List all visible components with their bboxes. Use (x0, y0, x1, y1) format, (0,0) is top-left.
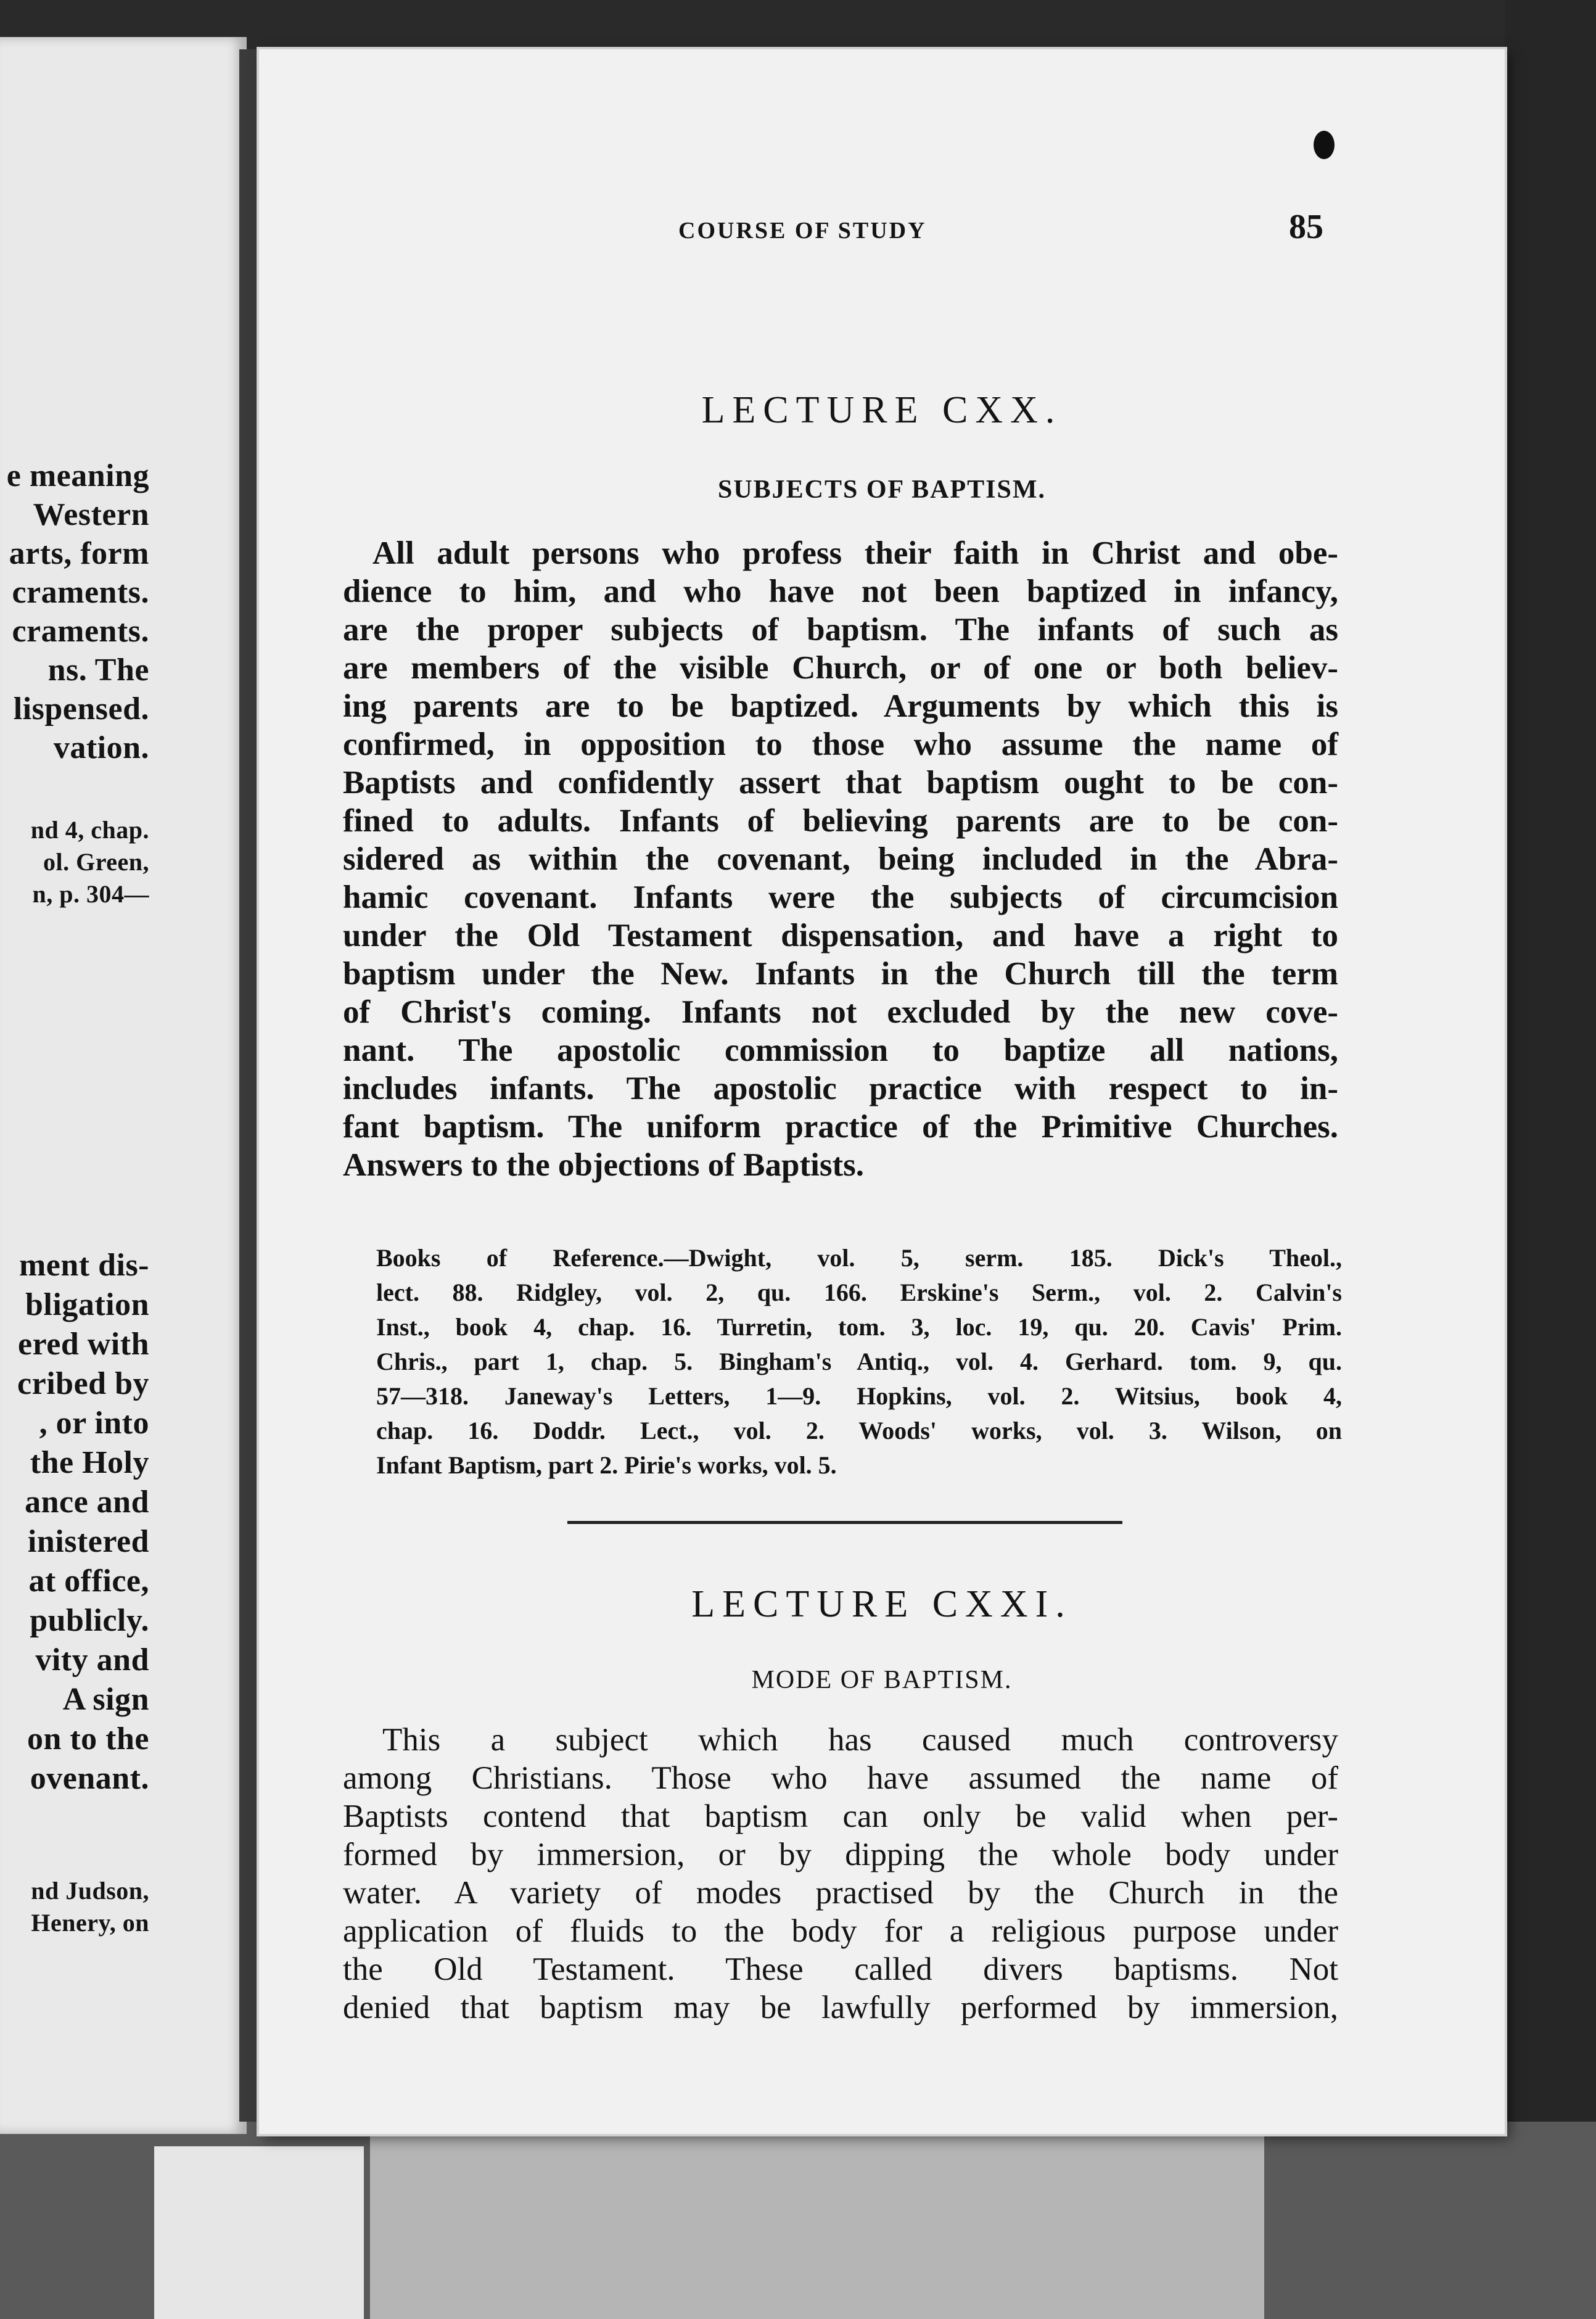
reference-line: Books of Reference.—Dwight, vol. 5, serm. 185. Dick's Theol., (376, 1244, 1342, 1272)
body-line: of Christ's coming. Infants not excluded by the new cove- (343, 994, 1338, 1030)
body-line: water. A variety of modes practised by the Church in the (343, 1875, 1338, 1911)
reference-line: chap. 16. Doddr. Lect., vol. 2. Woods' works, vol. 3. Wilson, on (376, 1417, 1342, 1444)
left-page-line: nd Judson, (31, 1877, 149, 1905)
body-line: sidered as within the covenant, being included in the Abra- (343, 841, 1338, 877)
left-page-line: ment dis- (19, 1248, 149, 1283)
left-page-line: bligation (25, 1287, 149, 1322)
body-line: nant. The apostolic commission to baptize all nations, (343, 1032, 1338, 1068)
body-line: hamic covenant. Infants were the subjects of circumcision (343, 879, 1338, 915)
reference-line: Inst., book 4, chap. 16. Turretin, tom. 3, loc. 19, qu. 20. Cavis' Prim. (376, 1313, 1342, 1341)
body-line: Answers to the objections of Baptists. (343, 1147, 865, 1183)
left-page-line: nd 4, chap. (30, 816, 149, 844)
body-line: This a subject which has caused much controversy (382, 1722, 1338, 1758)
body-line: among Christians. Those who have assumed the name of (343, 1760, 1338, 1796)
body-line: Baptists contend that baptism can only be valid when per- (343, 1798, 1338, 1834)
left-page-line: A sign (62, 1682, 149, 1717)
ink-blot (1314, 131, 1335, 159)
left-facing-page (0, 37, 247, 2134)
body-line: formed by immersion, or by dipping the whole body under (343, 1837, 1338, 1872)
left-page-line: , or into (39, 1406, 149, 1441)
page-number: 85 (1289, 208, 1323, 246)
reference-line: Chris., part 1, chap. 5. Bingham's Antiq., vol. 4. Gerhard. tom. 9, qu. (376, 1348, 1342, 1375)
section-divider (567, 1521, 1122, 1524)
body-line: confirmed, in opposition to those who assume the name of (343, 727, 1338, 762)
running-header: COURSE OF STUDY (678, 218, 927, 244)
body-line: fined to adults. Infants of believing parents are to be con- (343, 803, 1338, 839)
left-page-line: arts, form (9, 536, 149, 571)
left-page-line: ered with (18, 1327, 149, 1362)
body-line: are members of the visible Church, or of one or both believ- (343, 650, 1338, 686)
left-page-line: cribed by (17, 1366, 149, 1401)
left-page-line: on to the (27, 1721, 149, 1757)
lecture-subtitle-mode: MODE OF BAPTISM. (751, 1666, 1013, 1694)
scan-background-right (1505, 0, 1596, 2319)
body-line: application of fluids to the body for a religious purpose under (343, 1913, 1338, 1949)
lecture-subtitle-subjects: SUBJECTS OF BAPTISM. (717, 476, 1047, 504)
scan-holder-card (154, 2146, 364, 2319)
body-line: are the proper subjects of baptism. The infants of such as (343, 612, 1338, 648)
left-page-line: craments. (12, 614, 149, 649)
left-page-line: craments. (12, 575, 149, 610)
lecture-title-cxx: LECTURE CXX. (701, 389, 1063, 431)
left-page-line: Henery, on (31, 1909, 149, 1937)
left-page-line: publicly. (30, 1603, 149, 1638)
left-page-line: vity and (35, 1642, 149, 1678)
left-page-line: the Holy (30, 1445, 149, 1480)
left-page-line: ovenant. (30, 1761, 149, 1796)
body-line: ing parents are to be baptized. Arguments by which this is (343, 688, 1338, 724)
body-line: fant baptism. The uniform practice of the Primitive Churches. (343, 1109, 1338, 1145)
left-page-line: n, p. 304— (32, 880, 149, 908)
body-line: baptism under the New. Infants in the Church till the term (343, 956, 1338, 992)
left-page-line: Western (33, 497, 149, 532)
body-line: under the Old Testament dispensation, and have a right to (343, 918, 1338, 954)
left-page-line: e meaning (6, 458, 149, 493)
body-line: All adult persons who profess their faith in Christ and obe- (372, 535, 1338, 571)
body-line: the Old Testament. These called divers baptisms. Not (343, 1951, 1338, 1987)
body-line: Baptists and confidently assert that baptism ought to be con- (343, 765, 1338, 801)
book-gutter (239, 49, 261, 2122)
body-line: denied that baptism may be lawfully performed by immersion, (343, 1990, 1338, 2025)
left-page-line: inistered (27, 1524, 149, 1559)
reference-line: lect. 88. Ridgley, vol. 2, qu. 166. Erskine's Serm., vol. 2. Calvin's (376, 1279, 1342, 1306)
left-page-line: at office, (28, 1563, 149, 1599)
left-page-line: ol. Green, (43, 848, 149, 876)
body-line: dience to him, and who have not been baptized in infancy, (343, 574, 1338, 609)
body-line: includes infants. The apostolic practice with respect to in- (343, 1071, 1338, 1106)
reference-line: 57—318. Janeway's Letters, 1—9. Hopkins, vol. 2. Witsius, book 4, (376, 1382, 1342, 1410)
lecture-title-cxxi: LECTURE CXXI. (691, 1583, 1072, 1625)
left-page-line: vation. (53, 730, 149, 765)
left-page-line: ns. The (47, 653, 149, 688)
scan-holder-tab (370, 2134, 1264, 2319)
reference-line: Infant Baptism, part 2. Pirie's works, vol. 5. (376, 1451, 837, 1479)
left-page-line: lispensed. (13, 691, 149, 727)
left-page-line: ance and (25, 1485, 149, 1520)
